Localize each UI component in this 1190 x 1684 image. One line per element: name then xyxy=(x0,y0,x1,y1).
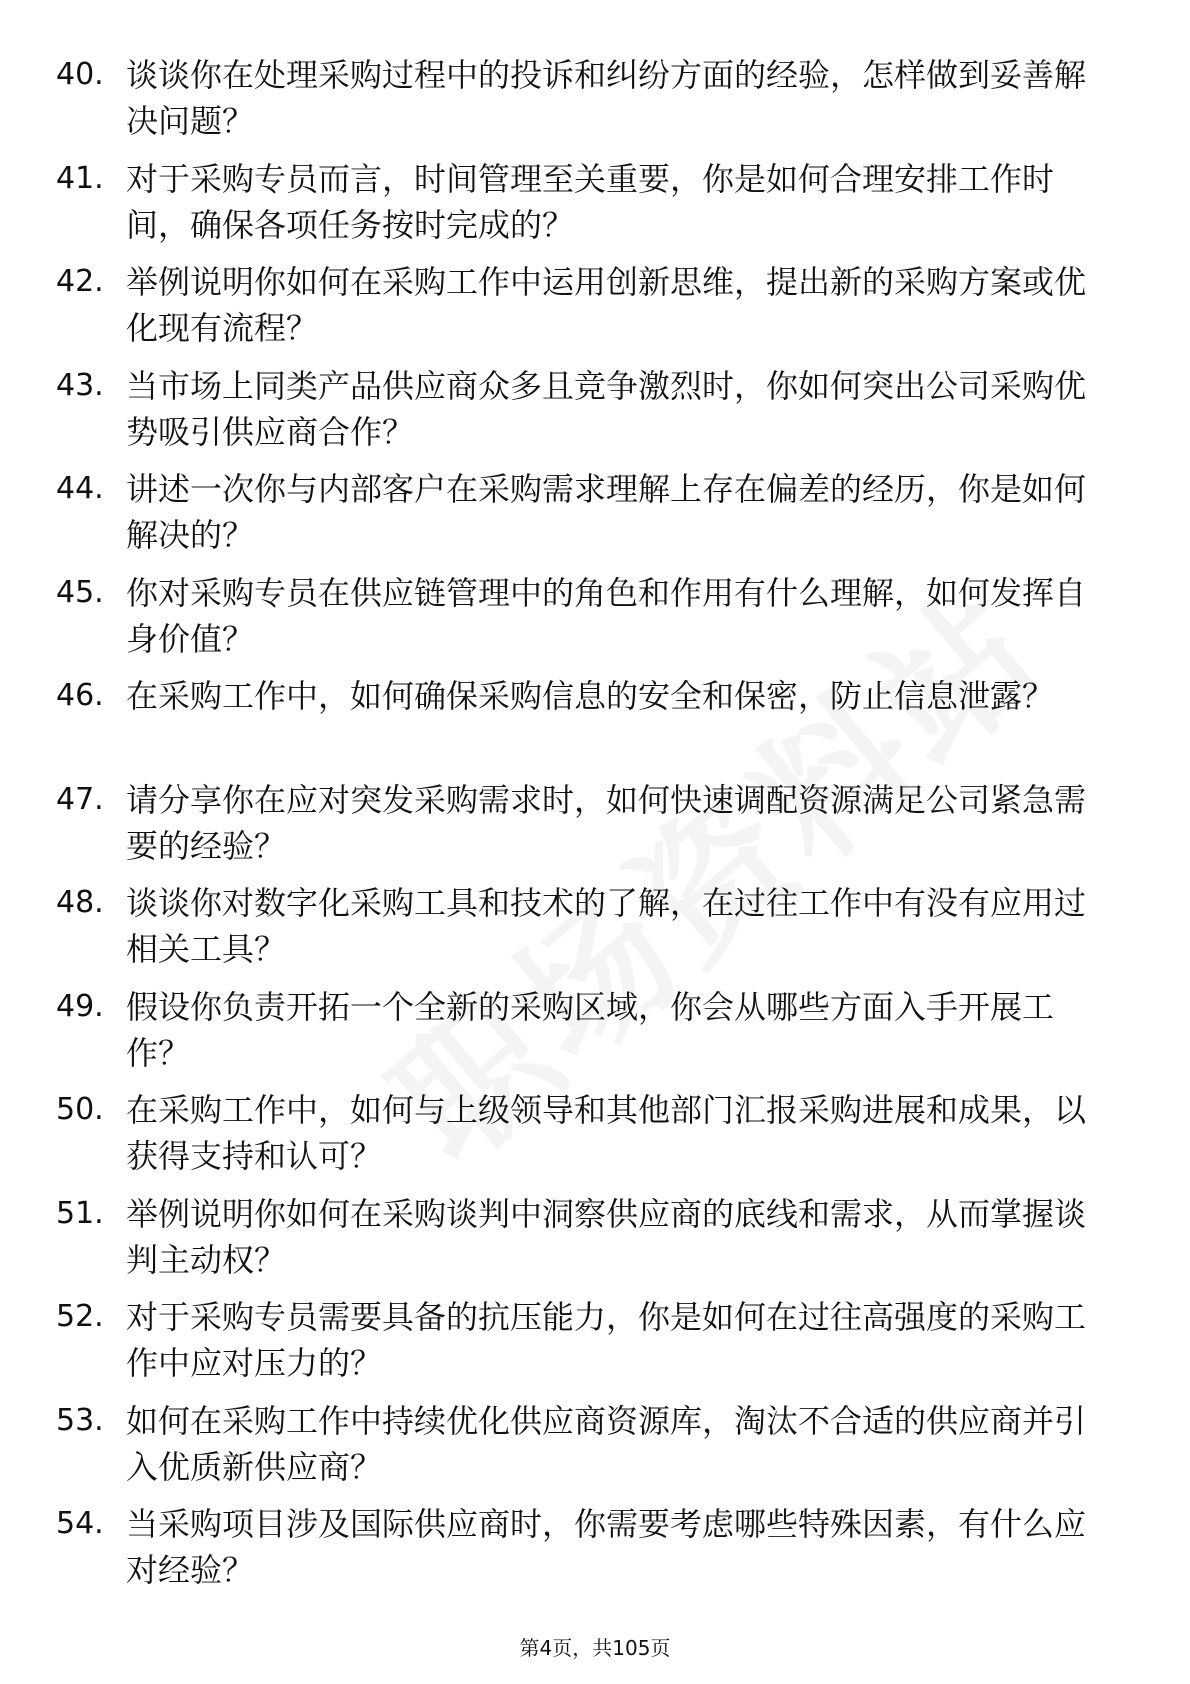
question-item xyxy=(0,1294,1190,1398)
question-number: 46. xyxy=(56,678,104,713)
question-text: 对于采购专员而言，时间管理至关重要，你是如何合理安排工作时间，确保各项任务按时完成的？ xyxy=(126,159,1055,244)
question-number: 47. xyxy=(56,781,104,817)
question-list xyxy=(0,52,1190,1605)
question-text: 谈谈你对数字化采购工具和技术的了解，在过往工作中有没有应用过相关工具？ xyxy=(126,884,1087,968)
question-text: 当采购项目涉及国际供应商时，你需要考虑哪些特殊因素，有什么应对经验？ xyxy=(126,1505,1087,1589)
question-text: 谈谈你在处理采购过程中的投诉和纠纷方面的经验，怎样做到妥善解决问题？ xyxy=(126,56,1087,140)
question-number: 49. xyxy=(56,988,104,1024)
question-text: 请分享你在应对突发采购需求时，如何快速调配资源满足公司紧急需要的经验？ xyxy=(126,780,1087,865)
question-text: 如何在采购工作中持续优化供应商资源库，淘汰不合适的供应商并引入优质新供应商？ xyxy=(126,1401,1087,1486)
question-item xyxy=(0,1398,1190,1502)
question-item xyxy=(0,1501,1190,1605)
question-number: 42. xyxy=(56,264,104,299)
question-number: 48. xyxy=(56,885,104,920)
question-item xyxy=(0,466,1190,570)
page-footer: 第4页，共105页 xyxy=(519,1636,671,1660)
question-number: 54. xyxy=(56,1506,104,1541)
question-item xyxy=(0,570,1190,674)
question-item xyxy=(0,363,1190,467)
question-text: 在采购工作中，如何与上级领导和其他部门汇报采购进展和成果，以获得支持和认可？ xyxy=(126,1091,1087,1175)
question-number: 51. xyxy=(56,1195,104,1231)
question-number: 41. xyxy=(56,160,104,196)
question-text: 在采购工作中，如何确保采购信息的安全和保密，防止信息泄露？ xyxy=(126,677,1055,715)
question-number: 40. xyxy=(56,57,104,92)
question-text: 对于采购专员需要具备的抗压能力，你是如何在过往高强度的采购工作中应对压力的？ xyxy=(126,1298,1087,1382)
question-text: 当市场上同类产品供应商众多且竞争激烈时，你如何突出公司采购优势吸引供应商合作？ xyxy=(126,366,1087,451)
question-item xyxy=(0,673,1190,777)
question-text: 你对采购专员在供应链管理中的角色和作用有什么理解，如何发挥自身价值？ xyxy=(126,573,1087,658)
question-text: 举例说明你如何在采购谈判中洞察供应商的底线和需求，从而掌握谈判主动权？ xyxy=(126,1194,1087,1279)
question-item xyxy=(0,1087,1190,1191)
question-number: 45. xyxy=(56,574,104,610)
question-item xyxy=(0,984,1190,1088)
question-item xyxy=(0,777,1190,881)
question-number: 52. xyxy=(56,1299,104,1334)
question-item xyxy=(0,259,1190,363)
question-item xyxy=(0,1191,1190,1295)
question-number: 50. xyxy=(56,1092,104,1127)
question-item xyxy=(0,156,1190,260)
question-text: 假设你负责开拓一个全新的采购区域，你会从哪些方面入手开展工作？ xyxy=(126,987,1055,1072)
question-text: 讲述一次你与内部客户在采购需求理解上存在偏差的经历，你是如何解决的？ xyxy=(126,470,1087,554)
question-text: 举例说明你如何在采购工作中运用创新思维，提出新的采购方案或优化现有流程？ xyxy=(126,263,1087,347)
question-number: 53. xyxy=(56,1402,104,1438)
question-number: 44. xyxy=(56,471,104,506)
question-number: 43. xyxy=(56,367,104,403)
question-item xyxy=(0,52,1190,156)
question-item xyxy=(0,880,1190,984)
